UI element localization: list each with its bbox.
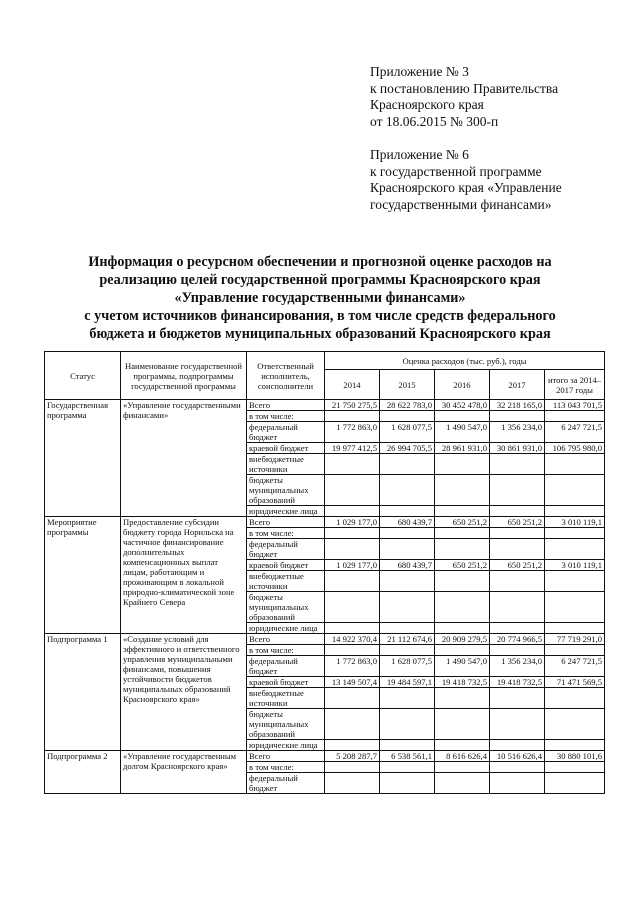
- value-cell: 1 628 077,5: [380, 422, 435, 443]
- header-year-2016: 2016: [435, 370, 490, 400]
- group-status: Подпрограмма 1: [45, 634, 121, 751]
- value-cell: [490, 709, 545, 740]
- row-executor: юридические лица: [247, 506, 325, 517]
- value-cell: 650 251,2: [435, 560, 490, 571]
- value-cell: 14 922 370,4: [325, 634, 380, 645]
- header-executor: Ответственный исполнитель, соисполнители: [247, 352, 325, 400]
- resources-table: [44, 351, 605, 794]
- group-status: Подпрограмма 2: [45, 751, 121, 794]
- value-cell: 19 418 732,5: [435, 677, 490, 688]
- value-cell: [490, 740, 545, 751]
- row-executor: юридические лица: [247, 740, 325, 751]
- value-cell: 680 439,7: [380, 560, 435, 571]
- value-cell: [490, 454, 545, 475]
- value-cell: 30 861 931,0: [490, 443, 545, 454]
- value-cell: [325, 623, 380, 634]
- value-cell: [380, 688, 435, 709]
- appendix-6-block: [370, 147, 562, 213]
- value-cell: [380, 528, 435, 539]
- value-cell: [545, 645, 605, 656]
- value-cell: [435, 528, 490, 539]
- value-cell: [490, 528, 545, 539]
- value-cell: [435, 762, 490, 773]
- value-cell: [490, 539, 545, 560]
- value-cell: [435, 411, 490, 422]
- value-cell: [435, 623, 490, 634]
- appendix-3-line: к постановлению Правительства: [370, 80, 559, 96]
- group-status: Государственная программа: [45, 400, 121, 517]
- value-cell: 13 149 507,4: [325, 677, 380, 688]
- value-cell: [325, 688, 380, 709]
- value-cell: 26 994 705,5: [380, 443, 435, 454]
- value-cell: [380, 645, 435, 656]
- value-cell: [545, 623, 605, 634]
- value-cell: 1 356 234,0: [490, 656, 545, 677]
- row-executor: федеральный бюджет: [247, 422, 325, 443]
- group-status: Мероприятие программы: [45, 517, 121, 634]
- value-cell: [325, 454, 380, 475]
- appendix-6-line: Приложение № 6: [370, 147, 469, 162]
- value-cell: 3 010 119,1: [545, 560, 605, 571]
- header-name: Наименование государственной программы, подпрограммы государственной программы: [121, 352, 247, 400]
- value-cell: 1 772 863,0: [325, 422, 380, 443]
- value-cell: [435, 475, 490, 506]
- appendix-6-line: Красноярского края «Управление: [370, 180, 562, 195]
- value-cell: [545, 592, 605, 623]
- value-cell: 10 516 626,4: [490, 751, 545, 762]
- value-cell: [435, 740, 490, 751]
- value-cell: [545, 571, 605, 592]
- value-cell: 650 251,2: [490, 560, 545, 571]
- value-cell: 32 218 165,0: [490, 400, 545, 411]
- header-estimate: Оценка расходов (тыс. руб.), годы: [325, 352, 605, 370]
- appendix-6-line: к государственной программе: [370, 163, 542, 179]
- value-cell: [545, 454, 605, 475]
- row-executor: Всего: [247, 517, 325, 528]
- header-status: Статус: [45, 352, 121, 400]
- value-cell: 30 452 478,0: [435, 400, 490, 411]
- value-cell: 6 247 721,5: [545, 422, 605, 443]
- row-executor: федеральный бюджет: [247, 773, 325, 794]
- value-cell: [325, 411, 380, 422]
- value-cell: 106 795 980,0: [545, 443, 605, 454]
- value-cell: [545, 762, 605, 773]
- value-cell: [325, 762, 380, 773]
- appendix-3-line: Красноярского края: [370, 97, 484, 112]
- value-cell: [435, 688, 490, 709]
- row-executor: краевой бюджет: [247, 560, 325, 571]
- value-cell: [490, 645, 545, 656]
- table-row: [45, 634, 605, 645]
- value-cell: [435, 571, 490, 592]
- value-cell: [325, 645, 380, 656]
- value-cell: [325, 773, 380, 794]
- row-executor: Всего: [247, 751, 325, 762]
- value-cell: [545, 773, 605, 794]
- row-executor: в том числе:: [247, 762, 325, 773]
- value-cell: 21 750 275,5: [325, 400, 380, 411]
- value-cell: [380, 411, 435, 422]
- group-name: Предоставление субсидии бюджету города Норильска на частичное финансирование дополнительных компенсационных выплат лицам, работающим и проживающим в локальной природно-климатической зоне Крайнего Севера: [121, 517, 247, 634]
- value-cell: [545, 688, 605, 709]
- value-cell: 19 484 597,1: [380, 677, 435, 688]
- value-cell: [435, 645, 490, 656]
- value-cell: [490, 571, 545, 592]
- value-cell: [435, 709, 490, 740]
- row-executor: внебюджетные источники: [247, 688, 325, 709]
- value-cell: [545, 528, 605, 539]
- value-cell: [490, 475, 545, 506]
- value-cell: 680 439,7: [380, 517, 435, 528]
- group-name: «Управление государственным долгом Красноярского края»: [121, 751, 247, 794]
- row-executor: бюджеты муниципальных образований: [247, 475, 325, 506]
- row-executor: краевой бюджет: [247, 443, 325, 454]
- value-cell: 28 622 783,0: [380, 400, 435, 411]
- header-year-2014: 2014: [325, 370, 380, 400]
- value-cell: [380, 454, 435, 475]
- row-executor: внебюджетные источники: [247, 571, 325, 592]
- appendix-6-line: государственными финансами»: [370, 196, 552, 212]
- row-executor: федеральный бюджет: [247, 539, 325, 560]
- value-cell: [435, 592, 490, 623]
- table-row: [45, 517, 605, 528]
- row-executor: внебюджетные источники: [247, 454, 325, 475]
- value-cell: [380, 592, 435, 623]
- title-line: реализацию целей государственной программы Красноярского края: [99, 272, 541, 288]
- value-cell: [325, 539, 380, 560]
- group-name: «Управление государственными финансами»: [121, 400, 247, 517]
- value-cell: [490, 592, 545, 623]
- header-year-2015: 2015: [380, 370, 435, 400]
- value-cell: 1 490 547,0: [435, 422, 490, 443]
- value-cell: 20 909 279,5: [435, 634, 490, 645]
- resources-table-body: [45, 400, 605, 794]
- value-cell: 1 628 077,5: [380, 656, 435, 677]
- title-line: бюджета и бюджетов муниципальных образований Красноярского края: [89, 326, 551, 342]
- value-cell: 21 112 674,6: [380, 634, 435, 645]
- value-cell: 650 251,2: [435, 517, 490, 528]
- value-cell: [435, 454, 490, 475]
- value-cell: [325, 475, 380, 506]
- value-cell: 19 418 732,5: [490, 677, 545, 688]
- row-executor: в том числе:: [247, 528, 325, 539]
- value-cell: 1 356 234,0: [490, 422, 545, 443]
- value-cell: 77 719 291,0: [545, 634, 605, 645]
- value-cell: [380, 773, 435, 794]
- value-cell: 30 880 101,6: [545, 751, 605, 762]
- value-cell: [545, 709, 605, 740]
- value-cell: [490, 773, 545, 794]
- value-cell: [545, 475, 605, 506]
- row-executor: Всего: [247, 400, 325, 411]
- value-cell: [545, 411, 605, 422]
- table-row: [45, 751, 605, 762]
- value-cell: [380, 571, 435, 592]
- value-cell: [380, 506, 435, 517]
- value-cell: [380, 709, 435, 740]
- value-cell: 19 977 412,5: [325, 443, 380, 454]
- row-executor: Всего: [247, 634, 325, 645]
- appendix-3-line: Приложение № 3: [370, 64, 469, 79]
- row-executor: в том числе:: [247, 645, 325, 656]
- value-cell: 71 471 569,5: [545, 677, 605, 688]
- value-cell: [435, 539, 490, 560]
- value-cell: [325, 528, 380, 539]
- value-cell: [490, 623, 545, 634]
- value-cell: [545, 506, 605, 517]
- value-cell: [435, 773, 490, 794]
- value-cell: [380, 762, 435, 773]
- value-cell: [325, 571, 380, 592]
- value-cell: [490, 411, 545, 422]
- value-cell: 5 208 287,7: [325, 751, 380, 762]
- value-cell: 6 247 721,5: [545, 656, 605, 677]
- value-cell: [490, 762, 545, 773]
- value-cell: [435, 506, 490, 517]
- row-executor: в том числе:: [247, 411, 325, 422]
- value-cell: 650 251,2: [490, 517, 545, 528]
- group-name: «Создание условий для эффективного и ответственного управления муниципальными финансами, повышения устойчивости бюджетов муниципальных образований Красноярского края»: [121, 634, 247, 751]
- value-cell: 1 029 177,0: [325, 560, 380, 571]
- value-cell: 8 616 626,4: [435, 751, 490, 762]
- value-cell: 28 961 931,0: [435, 443, 490, 454]
- value-cell: [490, 688, 545, 709]
- value-cell: 6 538 561,1: [380, 751, 435, 762]
- title-line: Информация о ресурсном обеспечении и прогнозной оценке расходов на: [88, 254, 552, 270]
- value-cell: [490, 506, 545, 517]
- row-executor: бюджеты муниципальных образований: [247, 592, 325, 623]
- value-cell: [380, 740, 435, 751]
- value-cell: [380, 539, 435, 560]
- row-executor: бюджеты муниципальных образований: [247, 709, 325, 740]
- value-cell: 1 490 547,0: [435, 656, 490, 677]
- value-cell: [545, 740, 605, 751]
- appendix-3-block: [370, 64, 558, 130]
- value-cell: 3 010 119,1: [545, 517, 605, 528]
- value-cell: [325, 709, 380, 740]
- header-year-2017: 2017: [490, 370, 545, 400]
- value-cell: [380, 475, 435, 506]
- appendix-3-line: от 18.06.2015 № 300-п: [370, 113, 499, 129]
- row-executor: федеральный бюджет: [247, 656, 325, 677]
- value-cell: [325, 592, 380, 623]
- table-row: [45, 400, 605, 411]
- title-line: «Управление государственными финансами»: [174, 290, 466, 306]
- value-cell: [325, 740, 380, 751]
- header-year-total: итого за 2014–2017 годы: [545, 370, 605, 400]
- value-cell: 1 772 863,0: [325, 656, 380, 677]
- row-executor: юридические лица: [247, 623, 325, 634]
- value-cell: [545, 539, 605, 560]
- document-title: [20, 253, 620, 343]
- row-executor: краевой бюджет: [247, 677, 325, 688]
- value-cell: [380, 623, 435, 634]
- value-cell: [325, 506, 380, 517]
- value-cell: 113 043 701,5: [545, 400, 605, 411]
- value-cell: 20 774 966,5: [490, 634, 545, 645]
- title-line: с учетом источников финансирования, в том числе средств федерального: [84, 308, 556, 324]
- value-cell: 1 029 177,0: [325, 517, 380, 528]
